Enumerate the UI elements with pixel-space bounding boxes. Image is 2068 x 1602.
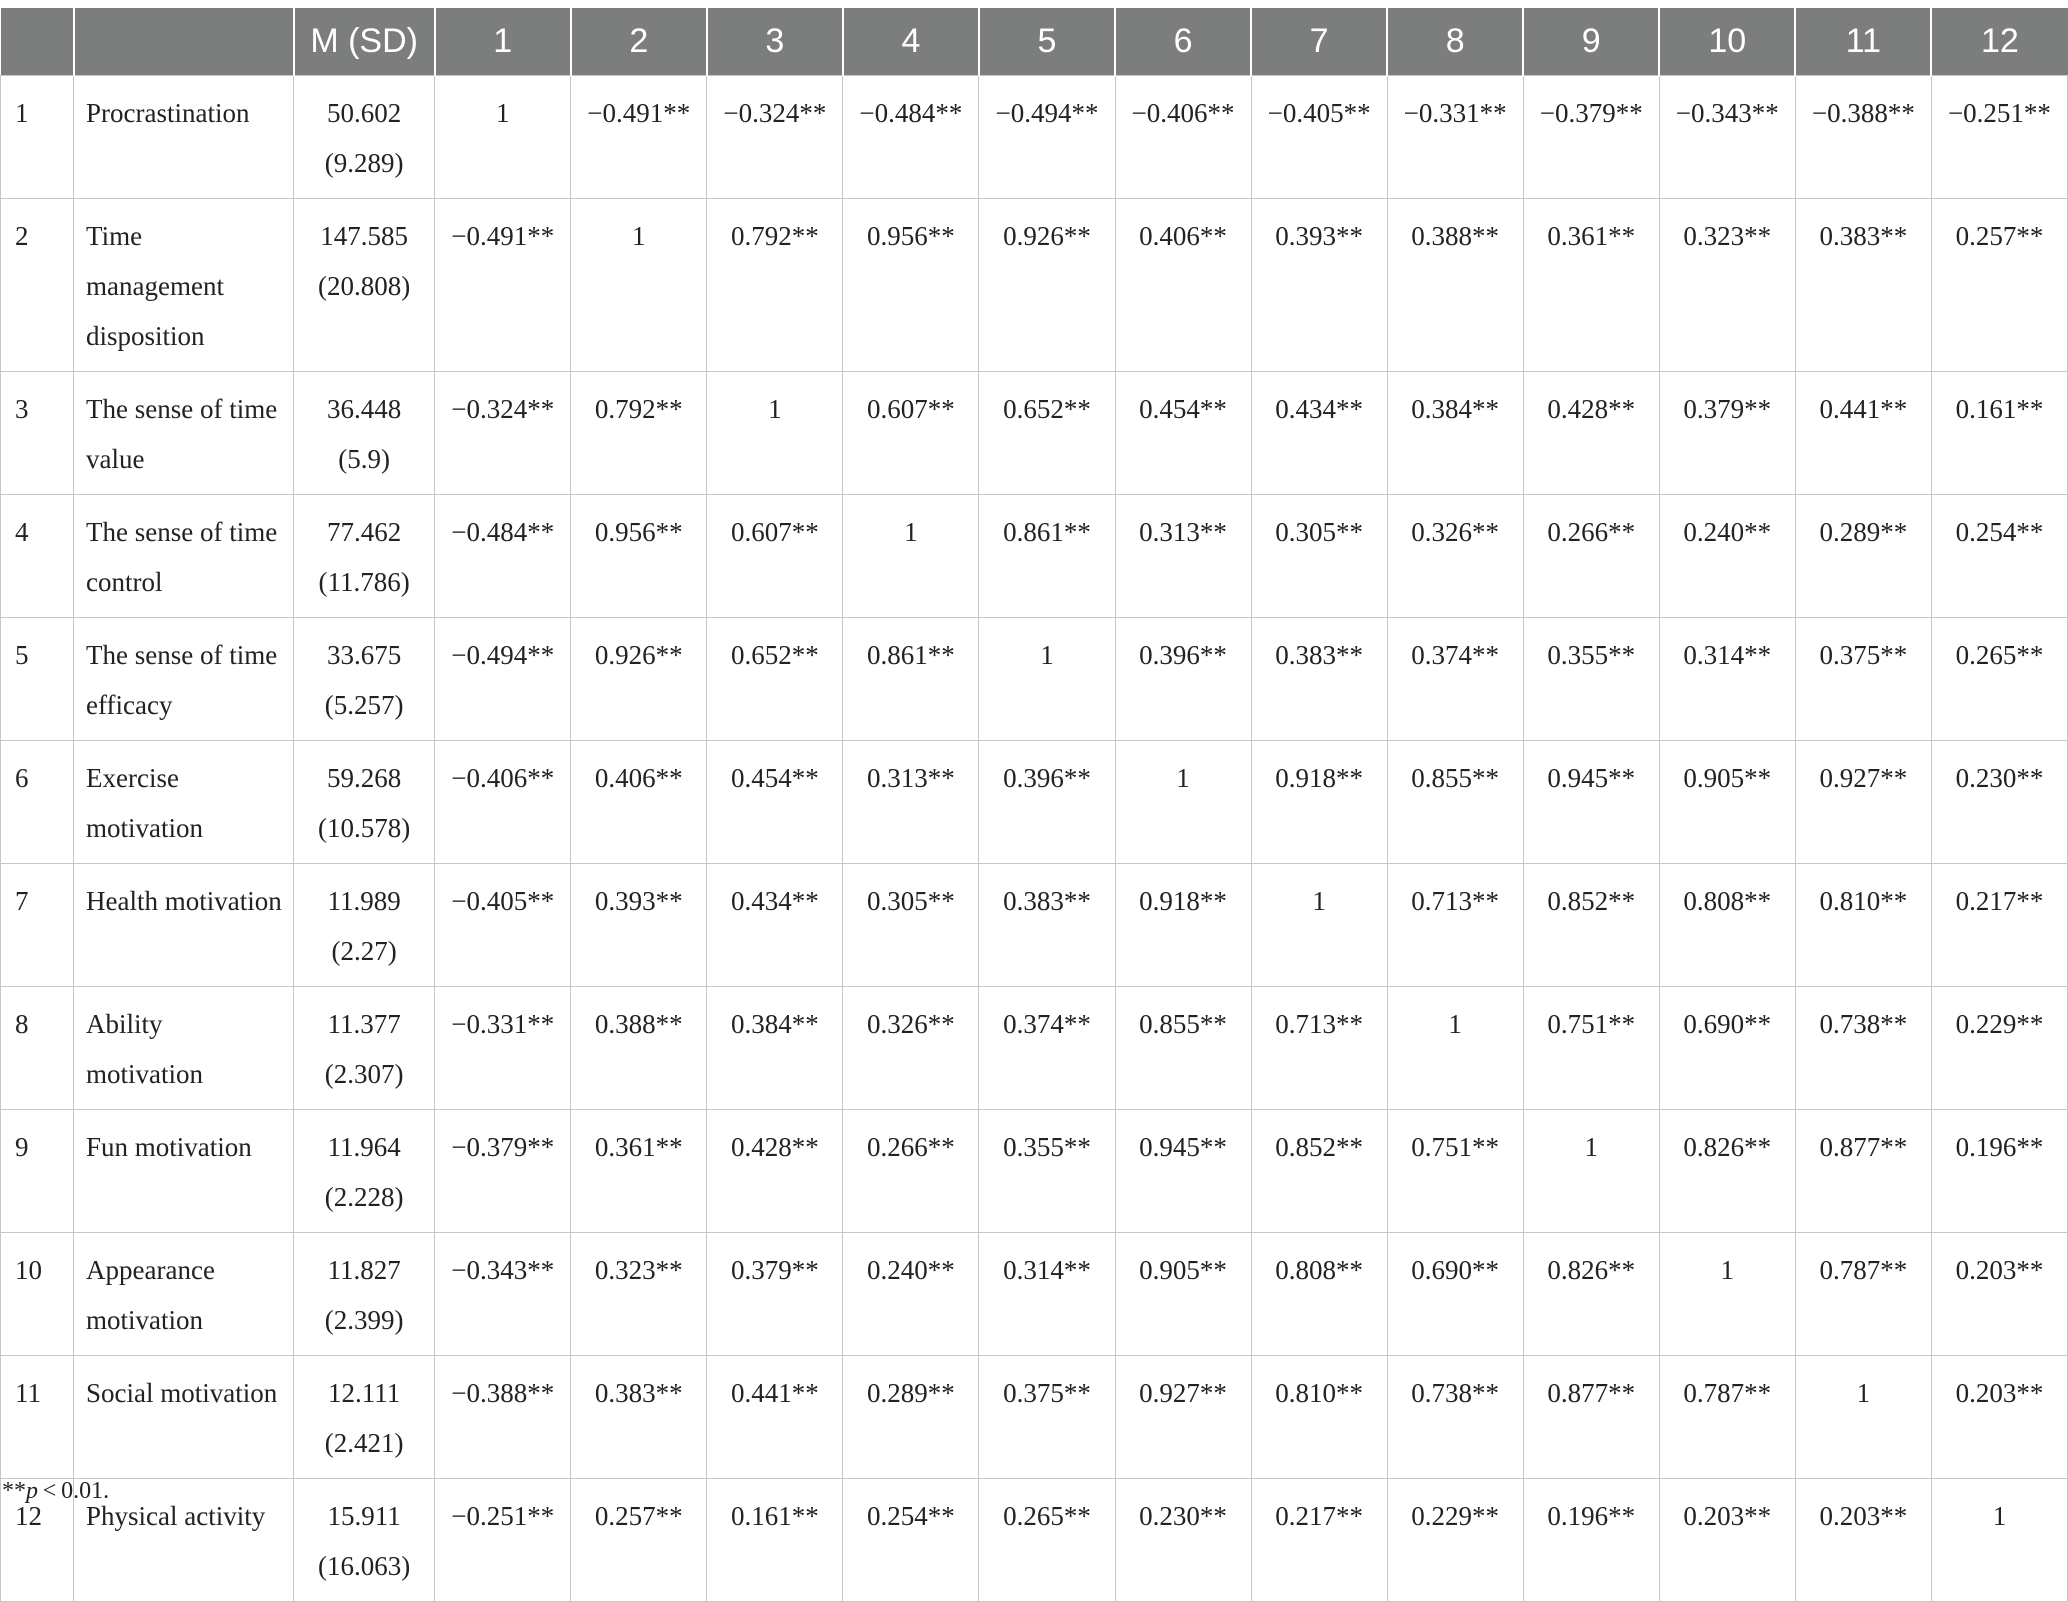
- correlation-cell: 0.361**: [1523, 199, 1659, 372]
- correlation-cell: 0.956**: [843, 199, 979, 372]
- row-index: 11: [1, 1356, 74, 1479]
- row-index: 6: [1, 741, 74, 864]
- table-row: [1, 199, 2068, 372]
- correlation-cell: 0.374**: [1387, 618, 1523, 741]
- correlation-cell: 0.266**: [1523, 495, 1659, 618]
- mean-value: 36.448: [327, 394, 402, 424]
- row-index: 5: [1, 618, 74, 741]
- variable-name: The sense of time value: [74, 372, 294, 495]
- mean-value: 11.377: [327, 1009, 401, 1039]
- table-header-row: [1, 8, 2068, 76]
- table-container: [0, 8, 2068, 1602]
- correlation-cell: 0.313**: [1115, 495, 1251, 618]
- table-row: [1, 987, 2068, 1110]
- correlation-cell: 0.230**: [1115, 1479, 1251, 1602]
- correlation-cell: 0.289**: [843, 1356, 979, 1479]
- correlation-cell: 0.396**: [979, 741, 1115, 864]
- correlation-cell: 0.787**: [1795, 1233, 1931, 1356]
- row-index: 8: [1, 987, 74, 1110]
- correlation-cell: 0.918**: [1115, 864, 1251, 987]
- correlation-cell: 0.161**: [707, 1479, 843, 1602]
- correlation-cell: 0.314**: [1659, 618, 1795, 741]
- table-row: [1, 1479, 2068, 1602]
- correlation-cell: 1: [571, 199, 707, 372]
- correlation-cell: 0.240**: [1659, 495, 1795, 618]
- table-row: [1, 372, 2068, 495]
- row-index: 4: [1, 495, 74, 618]
- correlation-cell: 0.713**: [1387, 864, 1523, 987]
- mean-sd-cell: [294, 1356, 435, 1479]
- correlation-cell: 1: [1387, 987, 1523, 1110]
- correlation-cell: 0.751**: [1387, 1110, 1523, 1233]
- correlation-cell: −0.331**: [1387, 76, 1523, 199]
- correlation-cell: 0.652**: [707, 618, 843, 741]
- correlation-cell: 0.428**: [707, 1110, 843, 1233]
- variable-name: Ability motivation: [74, 987, 294, 1110]
- row-index: 2: [1, 199, 74, 372]
- correlation-cell: 0.787**: [1659, 1356, 1795, 1479]
- correlation-cell: 0.203**: [1795, 1479, 1931, 1602]
- correlation-cell: 0.808**: [1659, 864, 1795, 987]
- correlation-cell: 0.229**: [1931, 987, 2067, 1110]
- sd-value: (5.9): [338, 444, 391, 474]
- column-header-12: 12: [1931, 8, 2067, 76]
- correlation-cell: 0.690**: [1387, 1233, 1523, 1356]
- sd-value: (2.27): [331, 936, 397, 966]
- row-index: 1: [1, 76, 74, 199]
- correlation-cell: 0.230**: [1931, 741, 2067, 864]
- correlation-cell: 0.926**: [571, 618, 707, 741]
- correlation-cell: 0.383**: [571, 1356, 707, 1479]
- row-index: 7: [1, 864, 74, 987]
- correlation-cell: 0.257**: [571, 1479, 707, 1602]
- column-header-1: 1: [435, 8, 571, 76]
- correlation-cell: −0.343**: [435, 1233, 571, 1356]
- variable-name: Appearance motivation: [74, 1233, 294, 1356]
- correlation-cell: 0.203**: [1659, 1479, 1795, 1602]
- variable-name: Fun motivation: [74, 1110, 294, 1233]
- correlation-cell: 0.905**: [1115, 1233, 1251, 1356]
- correlation-cell: 0.388**: [1387, 199, 1523, 372]
- correlation-cell: 0.406**: [571, 741, 707, 864]
- correlation-cell: 0.926**: [979, 199, 1115, 372]
- correlation-cell: 0.289**: [1795, 495, 1931, 618]
- correlation-cell: −0.379**: [435, 1110, 571, 1233]
- correlation-cell: 1: [1659, 1233, 1795, 1356]
- correlation-cell: 0.217**: [1251, 1479, 1387, 1602]
- correlation-cell: 0.852**: [1523, 864, 1659, 987]
- variable-name: The sense of time control: [74, 495, 294, 618]
- mean-value: 15.911: [327, 1501, 401, 1531]
- correlation-table: [0, 8, 2068, 1602]
- correlation-cell: 0.355**: [1523, 618, 1659, 741]
- table-row: [1, 76, 2068, 199]
- column-header-10: 10: [1659, 8, 1795, 76]
- correlation-cell: 0.713**: [1251, 987, 1387, 1110]
- correlation-cell: 0.240**: [843, 1233, 979, 1356]
- mean-value: 50.602: [327, 98, 402, 128]
- correlation-cell: −0.491**: [435, 199, 571, 372]
- correlation-cell: 0.393**: [1251, 199, 1387, 372]
- row-index: 3: [1, 372, 74, 495]
- correlation-cell: 1: [1115, 741, 1251, 864]
- correlation-cell: 0.383**: [979, 864, 1115, 987]
- sd-value: (11.786): [318, 567, 410, 597]
- mean-value: 12.111: [328, 1378, 401, 1408]
- correlation-cell: 0.305**: [1251, 495, 1387, 618]
- correlation-cell: 0.877**: [1795, 1110, 1931, 1233]
- column-header-7: 7: [1251, 8, 1387, 76]
- column-header-6: 6: [1115, 8, 1251, 76]
- correlation-cell: 0.454**: [1115, 372, 1251, 495]
- correlation-cell: 0.927**: [1795, 741, 1931, 864]
- correlation-cell: 0.855**: [1115, 987, 1251, 1110]
- table-row: [1, 1110, 2068, 1233]
- correlation-cell: 1: [1251, 864, 1387, 987]
- correlation-cell: 0.383**: [1251, 618, 1387, 741]
- sd-value: (10.578): [318, 813, 411, 843]
- correlation-cell: 0.203**: [1931, 1233, 2067, 1356]
- column-header-3: 3: [707, 8, 843, 76]
- correlation-cell: 1: [1523, 1110, 1659, 1233]
- correlation-cell: −0.494**: [435, 618, 571, 741]
- correlation-cell: 0.751**: [1523, 987, 1659, 1110]
- sd-value: (2.307): [324, 1059, 404, 1089]
- sd-value: (16.063): [318, 1551, 411, 1581]
- column-header-5: 5: [979, 8, 1115, 76]
- correlation-cell: 0.945**: [1523, 741, 1659, 864]
- correlation-cell: 0.792**: [707, 199, 843, 372]
- correlation-cell: −0.484**: [843, 76, 979, 199]
- table-footnote: [2, 1478, 109, 1505]
- mean-sd-cell: [294, 987, 435, 1110]
- correlation-cell: −0.388**: [435, 1356, 571, 1479]
- correlation-cell: 0.305**: [843, 864, 979, 987]
- variable-name: Procrastination: [74, 76, 294, 199]
- correlation-cell: 0.855**: [1387, 741, 1523, 864]
- correlation-cell: 0.196**: [1931, 1110, 2067, 1233]
- sd-value: (9.289): [324, 148, 404, 178]
- mean-sd-cell: [294, 76, 435, 199]
- correlation-cell: 0.257**: [1931, 199, 2067, 372]
- mean-value: 11.989: [327, 886, 401, 916]
- correlation-cell: −0.406**: [435, 741, 571, 864]
- correlation-cell: 0.217**: [1931, 864, 2067, 987]
- column-header-blank: [74, 8, 294, 76]
- correlation-cell: 0.375**: [1795, 618, 1931, 741]
- table-row: [1, 741, 2068, 864]
- mean-sd-cell: [294, 1479, 435, 1602]
- correlation-cell: 0.254**: [1931, 495, 2067, 618]
- correlation-cell: 0.406**: [1115, 199, 1251, 372]
- correlation-cell: 0.738**: [1387, 1356, 1523, 1479]
- correlation-cell: 0.428**: [1523, 372, 1659, 495]
- correlation-cell: −0.388**: [1795, 76, 1931, 199]
- variable-name: Time management disposition: [74, 199, 294, 372]
- correlation-cell: 0.396**: [1115, 618, 1251, 741]
- correlation-cell: 0.826**: [1659, 1110, 1795, 1233]
- correlation-cell: 0.355**: [979, 1110, 1115, 1233]
- variable-name: Physical activity: [74, 1479, 294, 1602]
- correlation-cell: 0.384**: [707, 987, 843, 1110]
- mean-sd-cell: [294, 864, 435, 987]
- column-header-4: 4: [843, 8, 979, 76]
- correlation-cell: 0.384**: [1387, 372, 1523, 495]
- correlation-cell: −0.406**: [1115, 76, 1251, 199]
- correlation-cell: 0.374**: [979, 987, 1115, 1110]
- correlation-cell: 0.323**: [571, 1233, 707, 1356]
- correlation-cell: 0.808**: [1251, 1233, 1387, 1356]
- correlation-cell: 0.161**: [1931, 372, 2067, 495]
- table-row: [1, 1356, 2068, 1479]
- correlation-cell: −0.324**: [707, 76, 843, 199]
- row-index: 12: [1, 1479, 74, 1602]
- correlation-cell: 0.607**: [843, 372, 979, 495]
- row-index: 9: [1, 1110, 74, 1233]
- mean-value: 59.268: [327, 763, 402, 793]
- correlation-cell: 0.265**: [979, 1479, 1115, 1602]
- table-body: [1, 76, 2068, 1602]
- table-row: [1, 495, 2068, 618]
- correlation-cell: 0.652**: [979, 372, 1115, 495]
- footnote-text: < 0.01.: [38, 1478, 110, 1504]
- correlation-cell: 0.326**: [1387, 495, 1523, 618]
- correlation-cell: 0.738**: [1795, 987, 1931, 1110]
- correlation-cell: 1: [707, 372, 843, 495]
- correlation-cell: 0.956**: [571, 495, 707, 618]
- correlation-cell: 0.314**: [979, 1233, 1115, 1356]
- correlation-cell: 0.313**: [843, 741, 979, 864]
- correlation-cell: −0.405**: [435, 864, 571, 987]
- row-index: 10: [1, 1233, 74, 1356]
- mean-value: 77.462: [327, 517, 402, 547]
- footnote-p-symbol: p: [26, 1478, 38, 1504]
- correlation-cell: 0.810**: [1795, 864, 1931, 987]
- correlation-cell: −0.405**: [1251, 76, 1387, 199]
- correlation-cell: 0.441**: [707, 1356, 843, 1479]
- correlation-cell: 0.690**: [1659, 987, 1795, 1110]
- correlation-cell: 0.434**: [707, 864, 843, 987]
- correlation-cell: 0.905**: [1659, 741, 1795, 864]
- mean-value: 33.675: [327, 640, 402, 670]
- mean-sd-cell: [294, 495, 435, 618]
- mean-value: 147.585: [320, 221, 409, 251]
- correlation-cell: 0.361**: [571, 1110, 707, 1233]
- correlation-cell: 0.375**: [979, 1356, 1115, 1479]
- sd-value: (2.228): [324, 1182, 404, 1212]
- correlation-cell: 0.852**: [1251, 1110, 1387, 1233]
- mean-value: 11.827: [327, 1255, 401, 1285]
- column-header-8: 8: [1387, 8, 1523, 76]
- correlation-cell: −0.343**: [1659, 76, 1795, 199]
- variable-name: The sense of time efficacy: [74, 618, 294, 741]
- correlation-cell: 0.441**: [1795, 372, 1931, 495]
- column-header-11: 11: [1795, 8, 1931, 76]
- correlation-cell: −0.251**: [1931, 76, 2067, 199]
- correlation-cell: 0.607**: [707, 495, 843, 618]
- correlation-cell: 1: [1795, 1356, 1931, 1479]
- correlation-cell: 0.265**: [1931, 618, 2067, 741]
- correlation-cell: 0.266**: [843, 1110, 979, 1233]
- correlation-cell: 0.196**: [1523, 1479, 1659, 1602]
- mean-sd-cell: [294, 1233, 435, 1356]
- correlation-cell: 0.254**: [843, 1479, 979, 1602]
- column-header-9: 9: [1523, 8, 1659, 76]
- correlation-cell: 1: [979, 618, 1115, 741]
- correlation-cell: 0.434**: [1251, 372, 1387, 495]
- correlation-cell: 0.927**: [1115, 1356, 1251, 1479]
- correlation-cell: 1: [1931, 1479, 2067, 1602]
- footnote-marker: **: [2, 1478, 26, 1504]
- correlation-cell: −0.491**: [571, 76, 707, 199]
- correlation-cell: 0.323**: [1659, 199, 1795, 372]
- table-row: [1, 864, 2068, 987]
- table-row: [1, 1233, 2068, 1356]
- correlation-cell: 0.229**: [1387, 1479, 1523, 1602]
- correlation-cell: −0.494**: [979, 76, 1115, 199]
- table-row: [1, 618, 2068, 741]
- variable-name: Social motivation: [74, 1356, 294, 1479]
- correlation-cell: 0.826**: [1523, 1233, 1659, 1356]
- correlation-cell: 0.877**: [1523, 1356, 1659, 1479]
- correlation-cell: 0.810**: [1251, 1356, 1387, 1479]
- correlation-cell: 0.388**: [571, 987, 707, 1110]
- correlation-cell: 0.861**: [979, 495, 1115, 618]
- correlation-cell: −0.251**: [435, 1479, 571, 1602]
- column-header-msd: M (SD): [294, 8, 435, 76]
- mean-sd-cell: [294, 199, 435, 372]
- mean-value: 11.964: [327, 1132, 401, 1162]
- column-header-2: 2: [571, 8, 707, 76]
- sd-value: (5.257): [324, 690, 404, 720]
- correlation-cell: 0.393**: [571, 864, 707, 987]
- correlation-cell: 0.203**: [1931, 1356, 2067, 1479]
- correlation-cell: 0.861**: [843, 618, 979, 741]
- correlation-cell: −0.324**: [435, 372, 571, 495]
- correlation-cell: 0.918**: [1251, 741, 1387, 864]
- correlation-cell: 0.379**: [1659, 372, 1795, 495]
- variable-name: Exercise motivation: [74, 741, 294, 864]
- correlation-cell: 0.945**: [1115, 1110, 1251, 1233]
- column-header-blank: [1, 8, 74, 76]
- sd-value: (20.808): [318, 271, 411, 301]
- sd-value: (2.399): [324, 1305, 404, 1335]
- mean-sd-cell: [294, 372, 435, 495]
- mean-sd-cell: [294, 618, 435, 741]
- correlation-cell: 0.454**: [707, 741, 843, 864]
- correlation-cell: 0.326**: [843, 987, 979, 1110]
- correlation-cell: −0.484**: [435, 495, 571, 618]
- correlation-cell: 1: [435, 76, 571, 199]
- correlation-cell: 0.383**: [1795, 199, 1931, 372]
- correlation-cell: −0.379**: [1523, 76, 1659, 199]
- correlation-cell: 1: [843, 495, 979, 618]
- correlation-cell: 0.379**: [707, 1233, 843, 1356]
- mean-sd-cell: [294, 741, 435, 864]
- sd-value: (2.421): [324, 1428, 404, 1458]
- mean-sd-cell: [294, 1110, 435, 1233]
- correlation-cell: −0.331**: [435, 987, 571, 1110]
- correlation-cell: 0.792**: [571, 372, 707, 495]
- variable-name: Health motivation: [74, 864, 294, 987]
